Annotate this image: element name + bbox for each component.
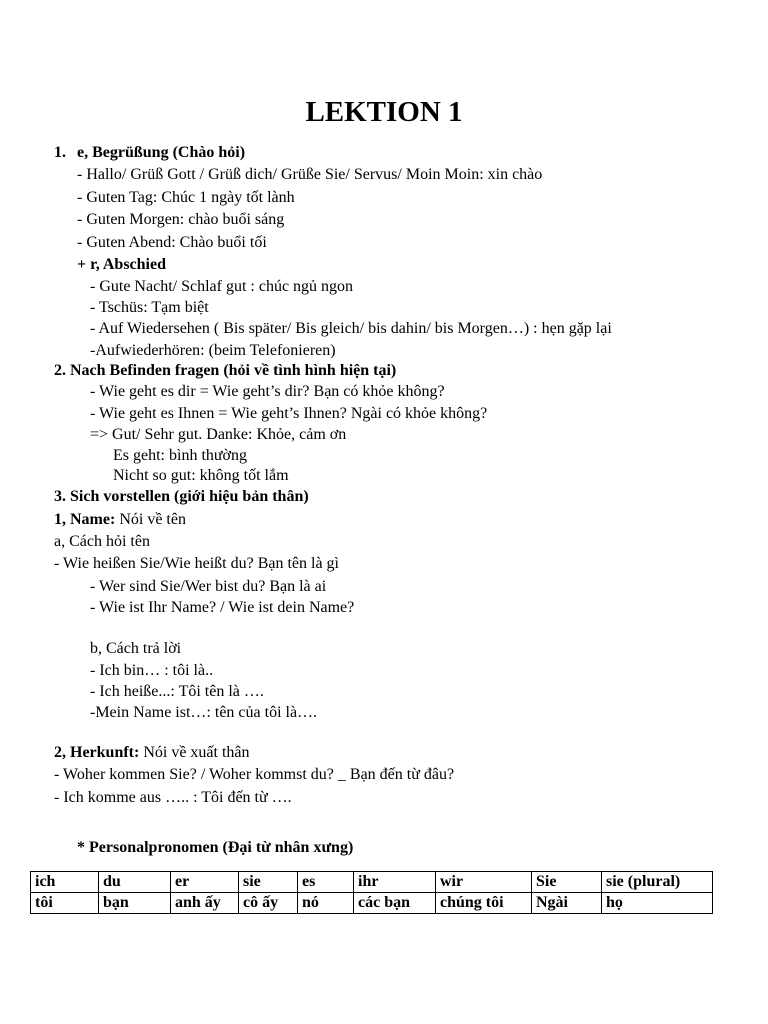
ask-heading: a, Cách hỏi tên <box>54 533 150 550</box>
greeting-item: - Hallo/ Grüß Gott / Grüß dich/ Grüße Sie/ Servus/ Moin Moin: xin chào <box>77 166 543 183</box>
name-line <box>54 511 186 529</box>
reply-item: - Ich bin… : tôi là.. <box>90 662 214 679</box>
befinden-item: - Wie geht es dir = Wie geht’s dir? Bạn có khỏe không? <box>90 383 445 400</box>
reply-item: -Mein Name ist…: tên của tôi là…. <box>90 704 318 721</box>
table-cell: es <box>298 872 354 893</box>
abschied-heading: + r, Abschied <box>77 256 166 273</box>
befinden-item: - Wie geht es Ihnen = Wie geht’s Ihnen? Ngài có khỏe không? <box>90 405 488 422</box>
name-label: 1, Name: <box>54 511 116 528</box>
table-cell: tôi <box>31 893 99 914</box>
page-title: LEKTION 1 <box>305 96 463 128</box>
section-2-heading: 2. Nach Befinden fragen (hỏi về tình hình hiện tại) <box>54 362 397 379</box>
table-cell: chúng tôi <box>436 893 532 914</box>
ask-item: - Wie ist Ihr Name? / Wie ist dein Name? <box>90 599 355 616</box>
herkunft-text: Nói về xuất thân <box>139 744 250 761</box>
befinden-item: => Gut/ Sehr gut. Danke: Khỏe, cảm ơn <box>90 426 347 443</box>
table-cell: anh ấy <box>171 893 239 914</box>
greeting-item: - Guten Morgen: chào buổi sáng <box>77 211 285 228</box>
ask-main: - Wie heißen Sie/Wie heißt du? Bạn tên là gì <box>54 555 339 572</box>
greeting-item: - Guten Tag: Chúc 1 ngày tốt lành <box>77 189 295 206</box>
table-cell: bạn <box>99 893 171 914</box>
table-cell: nó <box>298 893 354 914</box>
ask-item: - Wer sind Sie/Wer bist du? Bạn là ai <box>90 578 327 595</box>
farewell-item: - Auf Wiedersehen ( Bis später/ Bis gleich/ bis dahin/ bis Morgen…) : hẹn gặp lại <box>90 320 612 337</box>
table-cell: cô ấy <box>239 893 298 914</box>
section-1-heading: e, Begrüßung (Chào hỏi) <box>77 144 246 161</box>
table-cell: sie <box>239 872 298 893</box>
herkunft-item: - Woher kommen Sie? / Woher kommst du? _ Bạn đến từ đâu? <box>54 766 455 783</box>
table-cell: Sie <box>532 872 602 893</box>
pronomen-table <box>30 871 713 914</box>
table-cell: Ngài <box>532 893 602 914</box>
reply-item: - Ich heiße...: Tôi tên là …. <box>90 683 264 700</box>
table-cell: er <box>171 872 239 893</box>
befinden-answer: Es geht: bình thường <box>113 447 248 464</box>
herkunft-item: - Ich komme aus ….. : Tôi đến từ …. <box>54 789 292 806</box>
section-3-heading: 3. Sich vorstellen (giới hiệu bản thân) <box>54 488 309 505</box>
pronomen-heading: * Personalpronomen (Đại từ nhân xưng) <box>77 839 354 856</box>
table-cell: sie (plural) <box>602 872 713 893</box>
table-cell: ich <box>31 872 99 893</box>
reply-heading: b, Cách trả lời <box>90 640 182 657</box>
table-cell: ihr <box>354 872 436 893</box>
herkunft-label: 2, Herkunft: <box>54 744 140 761</box>
table-cell: du <box>99 872 171 893</box>
table-cell: họ <box>602 893 713 914</box>
table-cell: các bạn <box>354 893 436 914</box>
farewell-item: - Gute Nacht/ Schlaf gut : chúc ngủ ngon <box>90 278 354 295</box>
farewell-item: -Aufwiederhören: (beim Telefonieren) <box>90 342 336 359</box>
section-1-number: 1. <box>54 144 66 161</box>
table-cell: wir <box>436 872 532 893</box>
table-row <box>31 872 713 893</box>
herkunft-line <box>54 744 250 762</box>
greeting-item: - Guten Abend: Chào buổi tối <box>77 234 267 251</box>
befinden-answer: Nicht so gut: không tốt lắm <box>113 467 289 484</box>
name-text: Nói về tên <box>115 511 186 528</box>
table-row <box>31 893 713 914</box>
farewell-item: - Tschüs: Tạm biệt <box>90 299 209 316</box>
